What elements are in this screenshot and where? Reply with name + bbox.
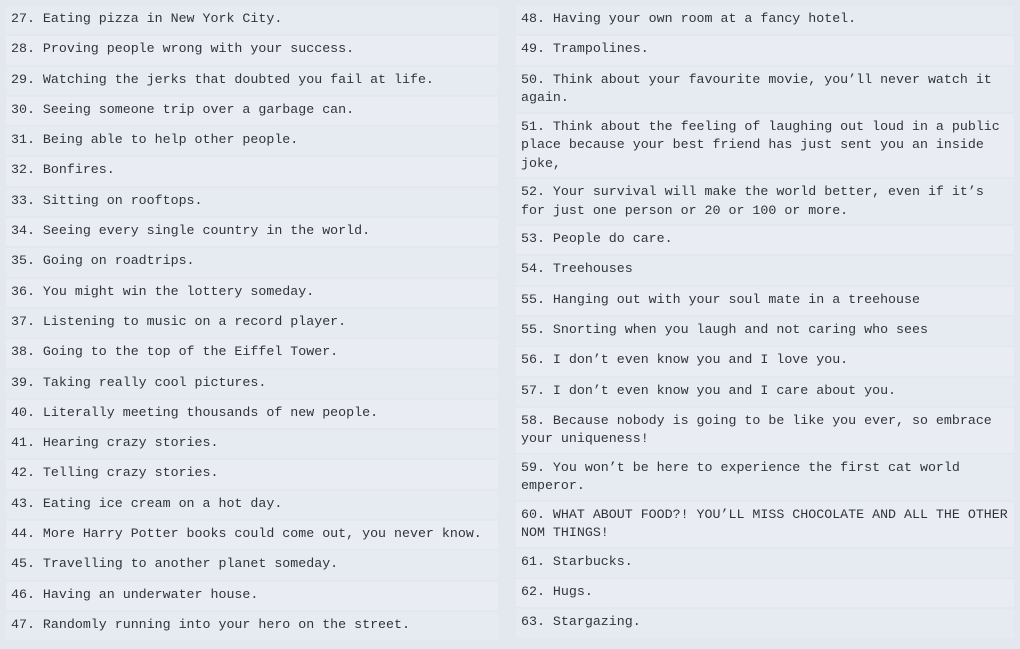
list-item: 47. Randomly running into your hero on the street.	[6, 612, 498, 640]
list-item: 58. Because nobody is going to be like you ever, so embrace your uniqueness!	[516, 408, 1014, 453]
list-item: 35. Going on roadtrips.	[6, 248, 498, 276]
left-column	[6, 6, 498, 640]
right-column	[516, 6, 1014, 638]
list-item: 38. Going to the top of the Eiffel Tower.	[6, 339, 498, 367]
list-item: 53. People do care.	[516, 226, 1014, 254]
list-item: 45. Travelling to another planet someday.	[6, 551, 498, 579]
list-item: 29. Watching the jerks that doubted you fail at life.	[6, 67, 498, 95]
list-item: 54. Treehouses	[516, 256, 1014, 284]
list-item: 56. I don’t even know you and I love you.	[516, 347, 1014, 375]
list-item: 37. Listening to music on a record player.	[6, 309, 498, 337]
list-item: 52. Your survival will make the world better, even if it’s for just one person or 20 or 100 or more.	[516, 179, 1014, 224]
list-item: 63. Stargazing.	[516, 609, 1014, 637]
list-item: 39. Taking really cool pictures.	[6, 370, 498, 398]
list-item: 34. Seeing every single country in the world.	[6, 218, 498, 246]
list-item: 57. I don’t even know you and I care about you.	[516, 378, 1014, 406]
list-item: 55. Hanging out with your soul mate in a treehouse	[516, 287, 1014, 315]
list-item: 46. Having an underwater house.	[6, 582, 498, 610]
list-item: 50. Think about your favourite movie, you’ll never watch it again.	[516, 67, 1014, 112]
list-item: 43. Eating ice cream on a hot day.	[6, 491, 498, 519]
list-item: 41. Hearing crazy stories.	[6, 430, 498, 458]
list-item: 61. Starbucks.	[516, 549, 1014, 577]
list-item: 49. Trampolines.	[516, 36, 1014, 64]
list-item: 48. Having your own room at a fancy hotel.	[516, 6, 1014, 34]
list-item: 60. WHAT ABOUT FOOD?! YOU’LL MISS CHOCOLATE AND ALL THE OTHER NOM THINGS!	[516, 502, 1014, 547]
list-item: 40. Literally meeting thousands of new people.	[6, 400, 498, 428]
list-item: 36. You might win the lottery someday.	[6, 279, 498, 307]
list-item: 59. You won’t be here to experience the first cat world emperor.	[516, 455, 1014, 500]
list-item: 31. Being able to help other people.	[6, 127, 498, 155]
list-item: 51. Think about the feeling of laughing out loud in a public place because your best friend has just sent you an inside joke,	[516, 114, 1014, 178]
list-item: 42. Telling crazy stories.	[6, 460, 498, 488]
list-item: 28. Proving people wrong with your success.	[6, 36, 498, 64]
list-item: 44. More Harry Potter books could come out, you never know.	[6, 521, 498, 549]
list-item: 32. Bonfires.	[6, 157, 498, 185]
list-item: 27. Eating pizza in New York City.	[6, 6, 498, 34]
list-item: 55. Snorting when you laugh and not caring who sees	[516, 317, 1014, 345]
list-item: 33. Sitting on rooftops.	[6, 188, 498, 216]
list-item: 30. Seeing someone trip over a garbage can.	[6, 97, 498, 125]
list-item: 62. Hugs.	[516, 579, 1014, 607]
